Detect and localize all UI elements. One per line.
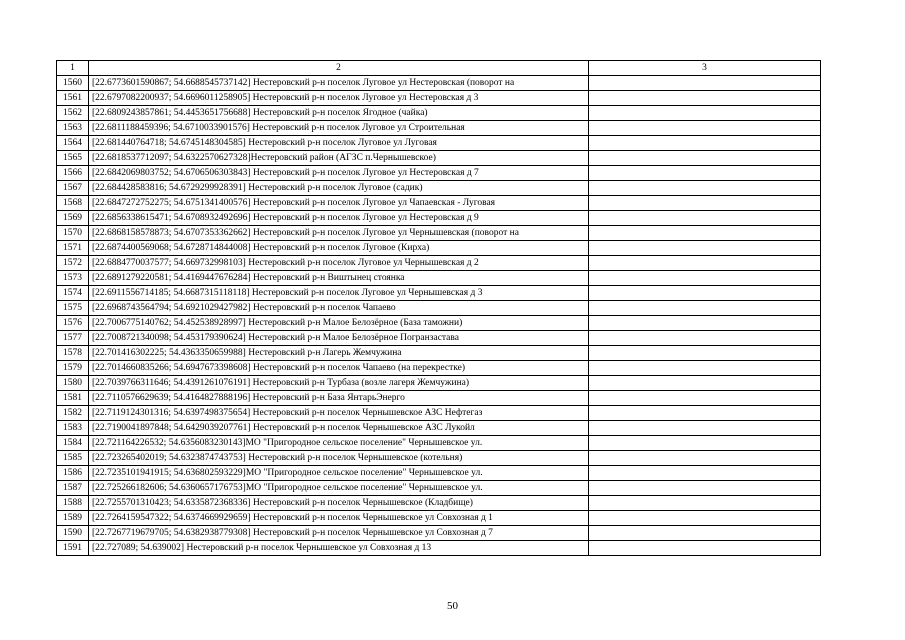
row-number: 1591 [57, 541, 89, 556]
table-row [57, 406, 821, 421]
table-row [57, 301, 821, 316]
row-location: [22.6868158578873; 54.6707353362662] Нестеровский р-н поселок Луговое ул Чернышевская (поворот на [89, 226, 589, 241]
row-number: 1582 [57, 406, 89, 421]
table-row [57, 256, 821, 271]
row-location: [22.681440764718; 54.6745148304585] Нестеровский р-н поселок Луговое ул Луговая [89, 136, 589, 151]
row-location: [22.6797082200937; 54.6696011258905] Нестеровский р-н поселок Луговое ул Нестеровская д 3 [89, 91, 589, 106]
header-col-1: 1 [57, 61, 89, 76]
row-number: 1566 [57, 166, 89, 181]
row-number: 1567 [57, 181, 89, 196]
row-location: [22.7267719679705; 54.6382938779308] Нестеровский р-н поселок Чернышевское ул Совхозная д 7 [89, 526, 589, 541]
row-note [589, 256, 821, 271]
row-number: 1586 [57, 466, 89, 481]
row-note [589, 271, 821, 286]
row-number: 1562 [57, 106, 89, 121]
row-number: 1583 [57, 421, 89, 436]
table-row [57, 91, 821, 106]
row-number: 1563 [57, 121, 89, 136]
row-number: 1561 [57, 91, 89, 106]
table-row [57, 421, 821, 436]
table-row [57, 346, 821, 361]
table-row [57, 121, 821, 136]
row-note [589, 436, 821, 451]
table-row [57, 271, 821, 286]
row-location: [22.701416302225; 54.4363350659988] Нестеровский р-н Лагерь Жемчужина [89, 346, 589, 361]
row-note [589, 496, 821, 511]
header-row [57, 61, 821, 76]
row-note [589, 226, 821, 241]
page-number: 50 [447, 600, 458, 612]
address-table [56, 60, 821, 556]
row-note [589, 241, 821, 256]
row-note [589, 526, 821, 541]
row-location: [22.7255701310423; 54.6335872368336] Нестеровский р-н поселок Чернышевское (Кладбище) [89, 496, 589, 511]
row-number: 1571 [57, 241, 89, 256]
table-row [57, 496, 821, 511]
row-location: [22.727089; 54.639002] Нестеровский р-н поселок Чернышевское ул Совхозная д 13 [89, 541, 589, 556]
row-location: [22.6847272752275; 54.6751341400576] Нестеровский р-н поселок Луговое ул Чапаевская - Луговая [89, 196, 589, 211]
row-note [589, 181, 821, 196]
row-number: 1578 [57, 346, 89, 361]
row-number: 1570 [57, 226, 89, 241]
row-note [589, 451, 821, 466]
row-number: 1585 [57, 451, 89, 466]
row-location: [22.7008721340098; 54.453179390624] Нестеровский р-н Малое Белозёрное Погранзастава [89, 331, 589, 346]
table-row [57, 376, 821, 391]
table-row [57, 241, 821, 256]
row-location: [22.7235101941915; 54.636802593229]МО "Пригородное сельское поселение" Чернышевское ул. [89, 466, 589, 481]
row-number: 1560 [57, 76, 89, 91]
row-note [589, 136, 821, 151]
row-number: 1581 [57, 391, 89, 406]
table-row [57, 76, 821, 91]
table-row [57, 316, 821, 331]
row-number: 1576 [57, 316, 89, 331]
row-note [589, 376, 821, 391]
row-location: [22.7190041897848; 54.6429039207761] Нестеровский р-н поселок Чернышевское АЗС Лукойл [89, 421, 589, 436]
row-note [589, 166, 821, 181]
row-number: 1572 [57, 256, 89, 271]
row-number: 1574 [57, 286, 89, 301]
row-note [589, 481, 821, 496]
table-row [57, 451, 821, 466]
row-note [589, 76, 821, 91]
header-col-2: 2 [89, 61, 589, 76]
row-number: 1577 [57, 331, 89, 346]
row-note [589, 331, 821, 346]
table-row [57, 466, 821, 481]
table-row [57, 331, 821, 346]
row-location: [22.723265402019; 54.6323874743753] Нестеровский р-н поселок Чернышевское (котельня) [89, 451, 589, 466]
table-row [57, 526, 821, 541]
table-row [57, 511, 821, 526]
row-number: 1584 [57, 436, 89, 451]
row-number: 1579 [57, 361, 89, 376]
row-location: [22.6811188459396; 54.6710033901576] Нестеровский р-н поселок Луговое ул Строительная [89, 121, 589, 136]
row-number: 1564 [57, 136, 89, 151]
row-location: [22.6884770037577; 54.669732998103] Нестеровский р-н поселок Луговое ул Чернышевская д 2 [89, 256, 589, 271]
table-row [57, 166, 821, 181]
row-number: 1589 [57, 511, 89, 526]
row-location: [22.7264159547322; 54.6374669929659] Нестеровский р-н поселок Чернышевское ул Совхозная д 1 [89, 511, 589, 526]
row-location: [22.7006775140762; 54.452538928997] Нестеровский р-н Малое Белозёрное (База таможни) [89, 316, 589, 331]
row-location: [22.6773601590867; 54.6688545737142] Нестеровский р-н поселок Луговое ул Нестеровская (поворот на [89, 76, 589, 91]
row-location: [22.684428583816; 54.6729299928391] Нестеровский р-н поселок Луговое (садик) [89, 181, 589, 196]
row-note [589, 286, 821, 301]
row-location: [22.6818537712097; 54.6322570627328]Нестеровский район (АГЗС п.Чернышевское) [89, 151, 589, 166]
table-row [57, 436, 821, 451]
row-number: 1568 [57, 196, 89, 211]
table-row [57, 211, 821, 226]
row-location: [22.6809243857861; 54.4453651756688] Нестеровский р-н поселок Ягодное (чайка) [89, 106, 589, 121]
row-note [589, 511, 821, 526]
row-number: 1580 [57, 376, 89, 391]
header-col-3: 3 [589, 61, 821, 76]
table-row [57, 106, 821, 121]
row-location: [22.6911556714185; 54.6687315118118] Нестеровский р-н поселок Луговое ул Чернышевская д 3 [89, 286, 589, 301]
table-row [57, 181, 821, 196]
row-note [589, 406, 821, 421]
row-number: 1565 [57, 151, 89, 166]
row-location: [22.6856338615471; 54.6708932492696] Нестеровский р-н поселок Луговое ул Нестеровская д 9 [89, 211, 589, 226]
table-row [57, 361, 821, 376]
table-row [57, 391, 821, 406]
row-number: 1590 [57, 526, 89, 541]
row-location: [22.725266182606; 54.6360657176753]МО "Пригородное сельское поселение" Чернышевское ул. [89, 481, 589, 496]
table-row [57, 151, 821, 166]
row-note [589, 196, 821, 211]
row-note [589, 91, 821, 106]
row-note [589, 151, 821, 166]
row-note [589, 391, 821, 406]
row-location: [22.7014660835266; 54.6947673398608] Нестеровский р-н поселок Чапаево (на перекрестке) [89, 361, 589, 376]
row-location: [22.6968743564794; 54.6921029427982] Нестеровский р-н поселок Чапаево [89, 301, 589, 316]
row-note [589, 301, 821, 316]
table-row [57, 226, 821, 241]
row-note [589, 466, 821, 481]
table-row [57, 196, 821, 211]
row-note [589, 541, 821, 556]
row-note [589, 106, 821, 121]
row-note [589, 211, 821, 226]
row-location: [22.6842069803752; 54.6706506303843] Нестеровский р-н поселок Луговое ул Нестеровская д 7 [89, 166, 589, 181]
row-note [589, 316, 821, 331]
row-number: 1588 [57, 496, 89, 511]
row-number: 1569 [57, 211, 89, 226]
row-number: 1587 [57, 481, 89, 496]
row-location: [22.7110576629639; 54.4164827888196] Нестеровский р-н База ЯнтарьЭнерго [89, 391, 589, 406]
row-number: 1573 [57, 271, 89, 286]
table-body [57, 76, 821, 556]
row-location: [22.6891279220581; 54.4169447676284] Нестеровский р-н Виштынец стоянка [89, 271, 589, 286]
table-row [57, 481, 821, 496]
row-location: [22.721164226532; 54.6356083230143]МО "Пригородное сельское поселение" Чернышевское ул. [89, 436, 589, 451]
table-row [57, 136, 821, 151]
row-note [589, 121, 821, 136]
row-location: [22.6874400569068; 54.6728714844008] Нестеровский р-н поселок Луговое (Кирха) [89, 241, 589, 256]
row-location: [22.7039766311646; 54.4391261076191] Нестеровский р-н Турбаза (возле лагеря Жемчужина) [89, 376, 589, 391]
row-number: 1575 [57, 301, 89, 316]
row-note [589, 421, 821, 436]
table-row [57, 286, 821, 301]
row-note [589, 361, 821, 376]
table-row [57, 541, 821, 556]
row-note [589, 346, 821, 361]
row-location: [22.7119124301316; 54.6397498375654] Нестеровский р-н поселок Чернышевское АЗС Нефтегаз [89, 406, 589, 421]
